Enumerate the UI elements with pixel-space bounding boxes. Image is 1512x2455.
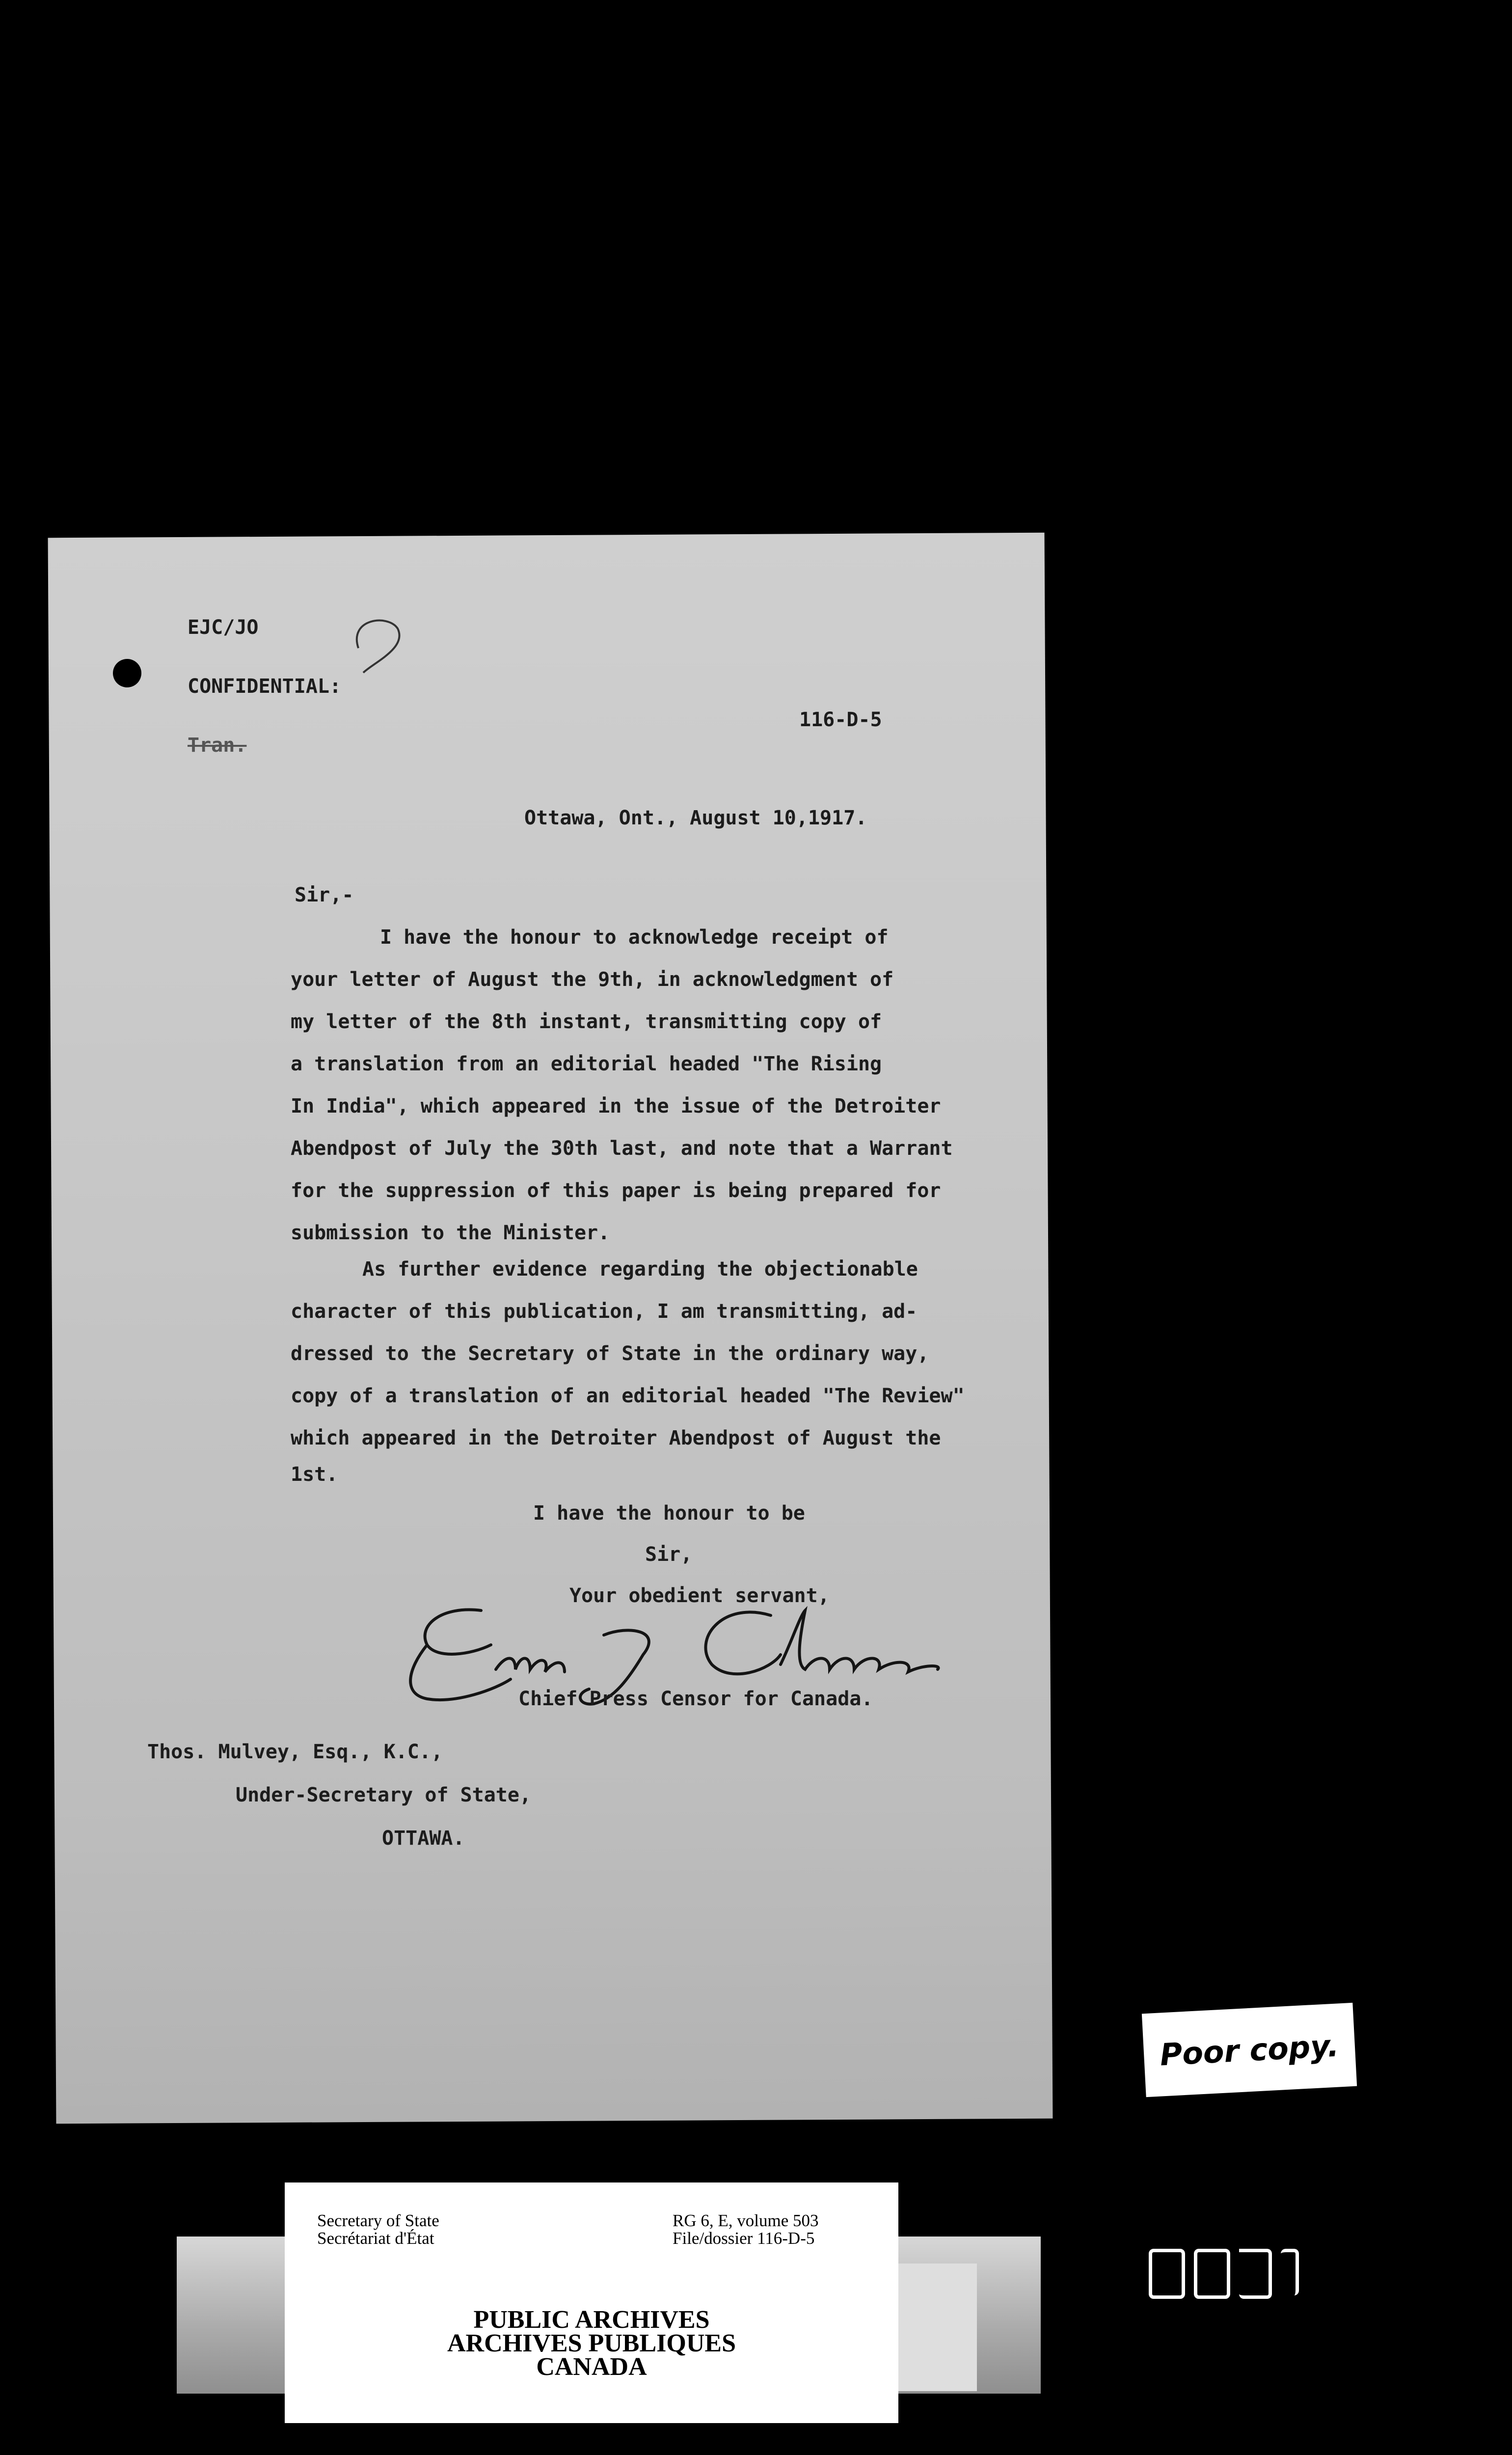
archives-line-1: PUBLIC ARCHIVES — [473, 2306, 710, 2334]
closing-line-3: Your obedient servant, — [569, 1584, 830, 1607]
frame-counter — [1149, 2249, 1299, 2299]
archives-line-2: ARCHIVES PUBLIQUES — [447, 2329, 736, 2357]
date-line: Ottawa, Ont., August 10,1917. — [524, 807, 867, 829]
body-line: which appeared in the Detroiter Abendpost of August the — [291, 1427, 941, 1449]
body-line: for the suppression of this paper is being prepared for — [291, 1179, 941, 1202]
signer-title: Chief Press Censor for Canada. — [518, 1688, 873, 1710]
closing-line-1: I have the honour to be — [533, 1502, 805, 1525]
department-block — [317, 2212, 439, 2247]
body-line: your letter of August the 9th, in acknowledgment of — [291, 968, 894, 991]
initials: EJC/JO — [188, 616, 259, 639]
body-line: character of this publication, I am transmitting, ad- — [291, 1300, 918, 1323]
pencil-mark-icon — [344, 609, 432, 678]
body-line: my letter of the 8th instant, transmitting copy of — [291, 1010, 882, 1033]
poor-copy-note: Poor copy. — [1142, 2003, 1357, 2097]
body-line: 1st. — [291, 1463, 338, 1486]
archives-line-3: CANADA — [536, 2353, 647, 2381]
file-dossier: File/dossier 116-D-5 — [673, 2229, 815, 2248]
letter-page — [48, 533, 1053, 2124]
punch-hole — [113, 659, 141, 687]
reference-block — [673, 2212, 818, 2247]
archive-label — [285, 2182, 898, 2423]
department-en: Secretary of State — [317, 2211, 439, 2230]
body-line: I have the honour to acknowledge receipt of — [380, 926, 889, 949]
record-group: RG 6, E, volume 503 — [673, 2211, 819, 2230]
body-line: a translation from an editorial headed "The Rising — [291, 1053, 882, 1075]
department-fr: Secrétariat d'État — [317, 2229, 434, 2248]
body-line: dressed to the Secretary of State in the ordinary way, — [291, 1342, 929, 1365]
body-line: In India", which appeared in the issue of the Detroiter — [291, 1095, 941, 1118]
counter-digit — [1194, 2249, 1230, 2299]
addressee-city: OTTAWA. — [382, 1827, 465, 1850]
body-line: Abendpost of July the 30th last, and note that a Warrant — [291, 1137, 953, 1160]
confidential-label: CONFIDENTIAL: — [188, 675, 342, 698]
addressee-name: Thos. Mulvey, Esq., K.C., — [147, 1741, 443, 1763]
counter-digit — [1281, 2249, 1299, 2295]
counter-digit — [1239, 2249, 1272, 2299]
body-line: As further evidence regarding the objectionable — [362, 1258, 918, 1281]
struck-text: Tran. — [188, 734, 247, 757]
salutation: Sir,- — [295, 884, 354, 906]
closing-line-2: Sir, — [645, 1543, 693, 1566]
addressee-title: Under-Secretary of State, — [236, 1784, 532, 1806]
file-reference: 116-D-5 — [799, 709, 882, 731]
body-line: copy of a translation of an editorial headed "The Review" — [291, 1385, 965, 1407]
counter-digit — [1149, 2249, 1185, 2299]
archives-stamp — [285, 2308, 898, 2379]
body-line: submission to the Minister. — [291, 1222, 610, 1244]
